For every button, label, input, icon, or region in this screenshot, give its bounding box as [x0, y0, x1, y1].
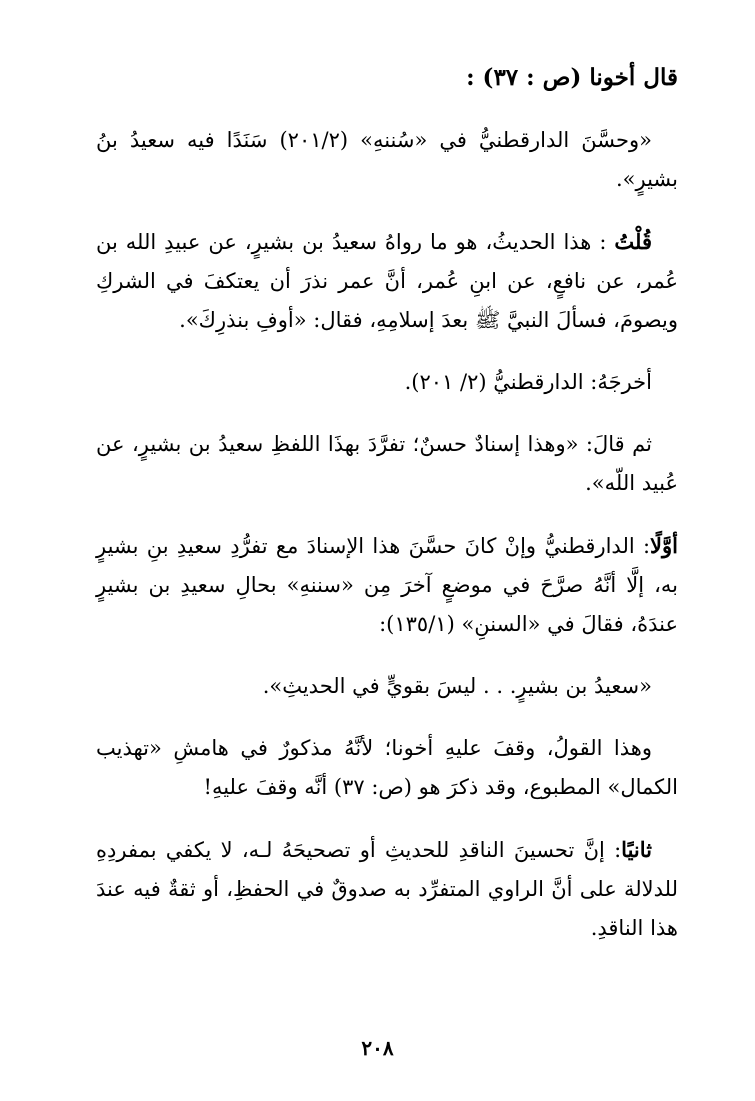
quote-paragraph-2: «سعيدُ بن بشيرٍ. . . ليسَ بقويٍّ في الحديثِ». — [262, 674, 652, 698]
paragraph-thaniyan-text: : إنَّ تحسينَ الناقدِ للحديثِ أو تصحيحَهُ لـه، لا يكفي بمفردِهِ للدلالة على أنَّ الراوي المتفرِّد به صدوقٌ في الحفظِ، أو ثقةٌ فيه عندَ هذا الناقدِ. — [96, 838, 678, 940]
lead-word-awwalan: أوَّلًا — [650, 533, 678, 558]
lead-word-qultu: قُلْتُ — [614, 229, 652, 254]
paragraph-awwalan — [96, 526, 678, 644]
paragraph-qultu — [96, 222, 678, 340]
paragraph-thumma-qal: ثم قالَ: «وهذا إسنادٌ حسنٌ؛ تفرَّدَ بهذَا اللفظِ سعيدُ بن بشيرٍ، عن عُبيد اللّه». — [96, 432, 678, 495]
paragraph-takhrij: أخرجَهُ: الدارقطنيُّ (٢/ ٢٠١). — [404, 370, 652, 394]
lead-word-thaniyan: ثانيًا — [621, 837, 652, 862]
paragraph-hadha-alqawl: وهذا القولُ، وقفَ عليهِ أخونا؛ لأنَّهُ مذكورٌ في هامشِ «تهذيب الكمال» المطبوع، وقد ذكرَ هو (ص: ٣٧) أنَّه وقفَ عليهِ! — [96, 736, 678, 799]
section-heading: قال أخونا (ص : ٣٧) : — [466, 64, 678, 91]
page-number: ٢٠٨ — [361, 1036, 394, 1060]
page-body — [96, 58, 678, 971]
paragraph-awwalan-text: : الدارقطنيُّ وإنْ كانَ حسَّنَ هذا الإسنادَ مع تفرُّدِ سعيدِ بنِ بشيرٍ به، إلَّا أنَّهُ صرَّحَ في موضعٍ آخرَ مِن «سننهِ» بحالِ سعيدِ بن بشيرٍ عندَهُ، فقالَ في «السننِ» (١٣٥/١): — [96, 534, 678, 636]
quote-paragraph-1: «وحسَّنَ الدارقطنيُّ في «سُننهِ» (٢٠١/٢) سَنَدًا فيه سعيدُ بنُ بشيرٍ». — [96, 128, 678, 191]
paragraph-thaniyan — [96, 830, 678, 948]
paragraph-qultu-text: : هذا الحديثُ، هو ما رواهُ سعيدُ بن بشيرٍ، عن عبيدِ الله بن عُمر، عن نافعٍ، عن ابنِ عُمر، أنَّ عمر نذرَ أن يعتكفَ في الشركِ ويصومَ، فسألَ النبيَّ ﷺ بعدَ إسلامِهِ، فقال: «أوفِ بنذرِكَ». — [96, 230, 678, 332]
